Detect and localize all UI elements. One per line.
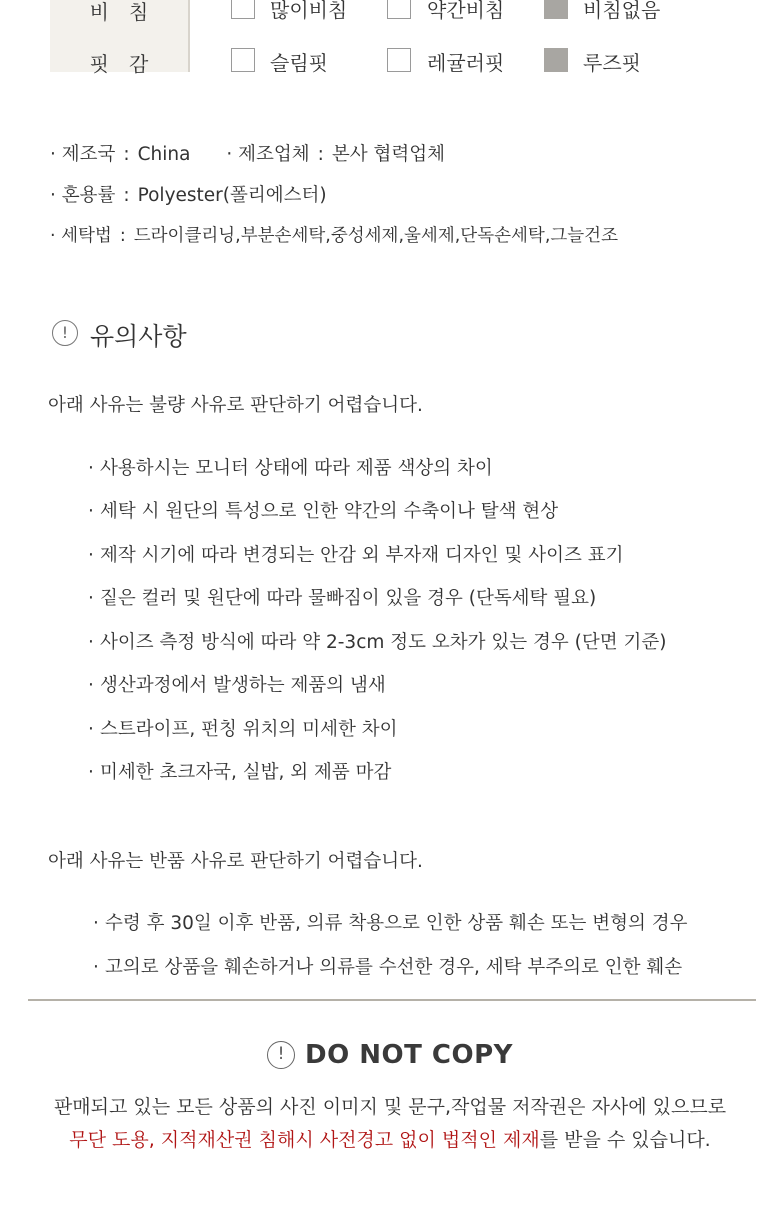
info-material-key: · 혼용률: [50, 185, 116, 206]
list-item: · 짙은 컬러 및 원단에 따라 물빠짐이 있을 경우 (단독세탁 필요): [88, 588, 597, 609]
checkbox-sheer-slight: [387, 0, 411, 19]
info-country-key: · 제조국: [50, 144, 116, 165]
option-fit-loose: 루즈핏: [583, 51, 641, 75]
info-colon: :: [317, 144, 324, 165]
caution-title: 유의사항: [90, 322, 187, 351]
option-sheer-none: 비침없음: [583, 0, 661, 22]
list-item: · 제작 시기에 따라 변경되는 안감 외 부자재 디자인 및 사이즈 표기: [88, 545, 624, 566]
copyright-warning-highlight: 무단 도용, 지적재산권 침해시 사전경고 없이 법적인 제재: [69, 1129, 540, 1151]
info-maker-key: · 제조업체: [226, 144, 310, 165]
info-country-maker: [50, 140, 445, 166]
section-divider: [28, 999, 756, 1001]
list-item: · 미세한 초크자국, 실밥, 외 제품 마감: [88, 762, 392, 783]
info-maker-value: 본사 협력업체: [331, 144, 445, 165]
info-colon: :: [119, 226, 126, 246]
option-sheer-high: 많이비침: [270, 0, 348, 22]
checkbox-sheer-high: [231, 0, 255, 19]
list-item: · 사용하시는 모니터 상태에 따라 제품 색상의 차이: [88, 458, 493, 479]
copyright-notice-line1: 판매되고 있는 모든 상품의 사진 이미지 및 문구,작업물 저작권은 자사에 있으므로: [53, 1096, 727, 1118]
option-sheer-slight: 약간비침: [427, 0, 505, 22]
info-colon: :: [123, 185, 130, 206]
checkbox-sheer-none-checked: [544, 0, 568, 19]
info-country-value: China: [137, 144, 191, 165]
defect-intro: 아래 사유는 불량 사유로 판단하기 어렵습니다.: [48, 395, 423, 416]
do-not-copy-heading: [0, 1040, 780, 1070]
return-intro: 아래 사유는 반품 사유로 판단하기 어렵습니다.: [48, 851, 423, 872]
list-item: · 스트라이프, 펀칭 위치의 미세한 차이: [88, 719, 398, 740]
info-wash-key: · 세탁법: [50, 226, 112, 246]
list-item: · 수령 후 30일 이후 반품, 의류 착용으로 인한 상품 훼손 또는 변형의 경우: [93, 913, 688, 934]
info-material: [50, 181, 327, 207]
info-colon: :: [123, 144, 130, 165]
do-not-copy-title: DO NOT COPY: [305, 1040, 513, 1070]
copyright-notice-line2: [0, 1125, 780, 1152]
list-item: · 세탁 시 원단의 특성으로 인한 약간의 수축이나 탈색 현상: [88, 501, 559, 522]
attribute-label-fit: 핏감: [89, 52, 169, 76]
list-item: · 사이즈 측정 방식에 따라 약 2-3cm 정도 오차가 있는 경우 (단면 기준): [88, 632, 667, 653]
checkbox-fit-loose-checked: [544, 48, 568, 72]
copyright-notice-rest: 를 받을 수 있습니다.: [539, 1129, 711, 1151]
info-material-value: Polyester(폴리에스터): [137, 185, 327, 206]
info-wash: [50, 222, 618, 247]
checkbox-fit-slim: [231, 48, 255, 72]
list-item: · 생산과정에서 발생하는 제품의 냄새: [88, 675, 386, 696]
attribute-label-sheer: 비침: [89, 0, 169, 24]
list-item: · 고의로 상품을 훼손하거나 의류를 수선한 경우, 세탁 부주의로 인한 훼손: [93, 957, 683, 978]
attribute-divider: [188, 0, 190, 72]
checkbox-fit-regular: [387, 48, 411, 72]
option-fit-slim: 슬림핏: [270, 51, 328, 75]
warning-icon: !: [267, 1041, 295, 1069]
info-wash-value: 드라이클리닝,부분손세탁,중성세제,울세제,단독손세탁,그늘건조: [133, 226, 618, 246]
attribute-table: [50, 0, 756, 84]
caution-icon: !: [52, 320, 78, 346]
option-fit-regular: 레귤러핏: [427, 51, 505, 75]
